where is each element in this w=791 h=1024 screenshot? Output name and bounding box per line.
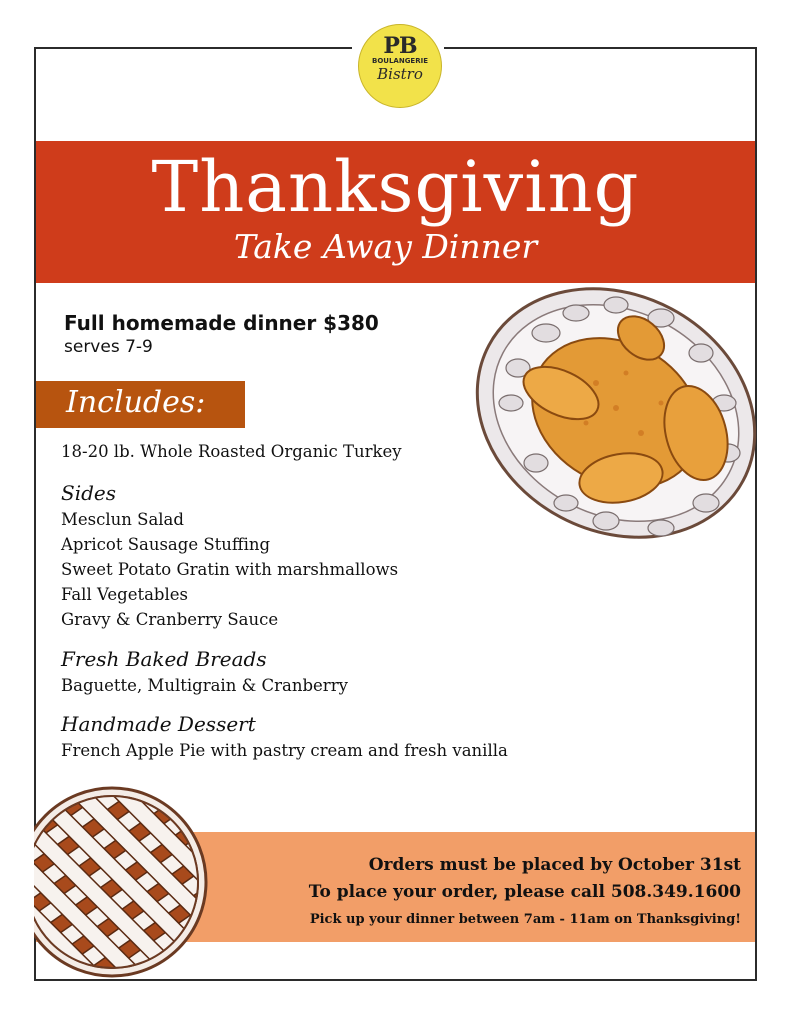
roast-turkey-icon	[466, 283, 758, 551]
lattice-pie-icon	[34, 784, 214, 984]
order-deadline: Orders must be placed by October 31st	[368, 855, 741, 875]
page-title: Thanksgiving	[151, 146, 640, 228]
side-item: Sweet Potato Gratin with marshmallows	[61, 560, 399, 579]
logo-line1: BOULANGERIE	[371, 57, 428, 65]
breads-item: Baguette, Multigrain & Cranberry	[61, 676, 348, 695]
serves-line: serves 7-9	[64, 337, 153, 357]
main-item: 18-20 lb. Whole Roasted Organic Turkey	[61, 442, 402, 461]
includes-label: Includes:	[66, 385, 206, 420]
side-item: Apricot Sausage Stuffing	[61, 535, 271, 554]
side-item: Fall Vegetables	[61, 585, 188, 604]
order-phone: To place your order, please call 508.349.1600	[308, 882, 741, 902]
pickup-info: Pick up your dinner between 7am - 11am on Thanksgiving!	[309, 912, 741, 927]
bistro-logo	[358, 24, 442, 108]
logo-initials: PB	[383, 33, 417, 59]
side-item: Mesclun Salad	[61, 510, 184, 529]
title-banner	[36, 141, 755, 283]
page-subtitle: Take Away Dinner	[233, 227, 538, 266]
sides-heading: Sides	[61, 481, 116, 505]
breads-heading: Fresh Baked Breads	[61, 647, 267, 671]
side-item: Gravy & Cranberry Sauce	[61, 610, 279, 629]
dessert-heading: Handmade Dessert	[61, 712, 256, 736]
dessert-item: French Apple Pie with pastry cream and fresh vanilla	[61, 741, 508, 760]
price-line: Full homemade dinner $380	[64, 311, 379, 335]
logo-line2: Bistro	[377, 65, 423, 83]
includes-banner	[36, 381, 245, 428]
